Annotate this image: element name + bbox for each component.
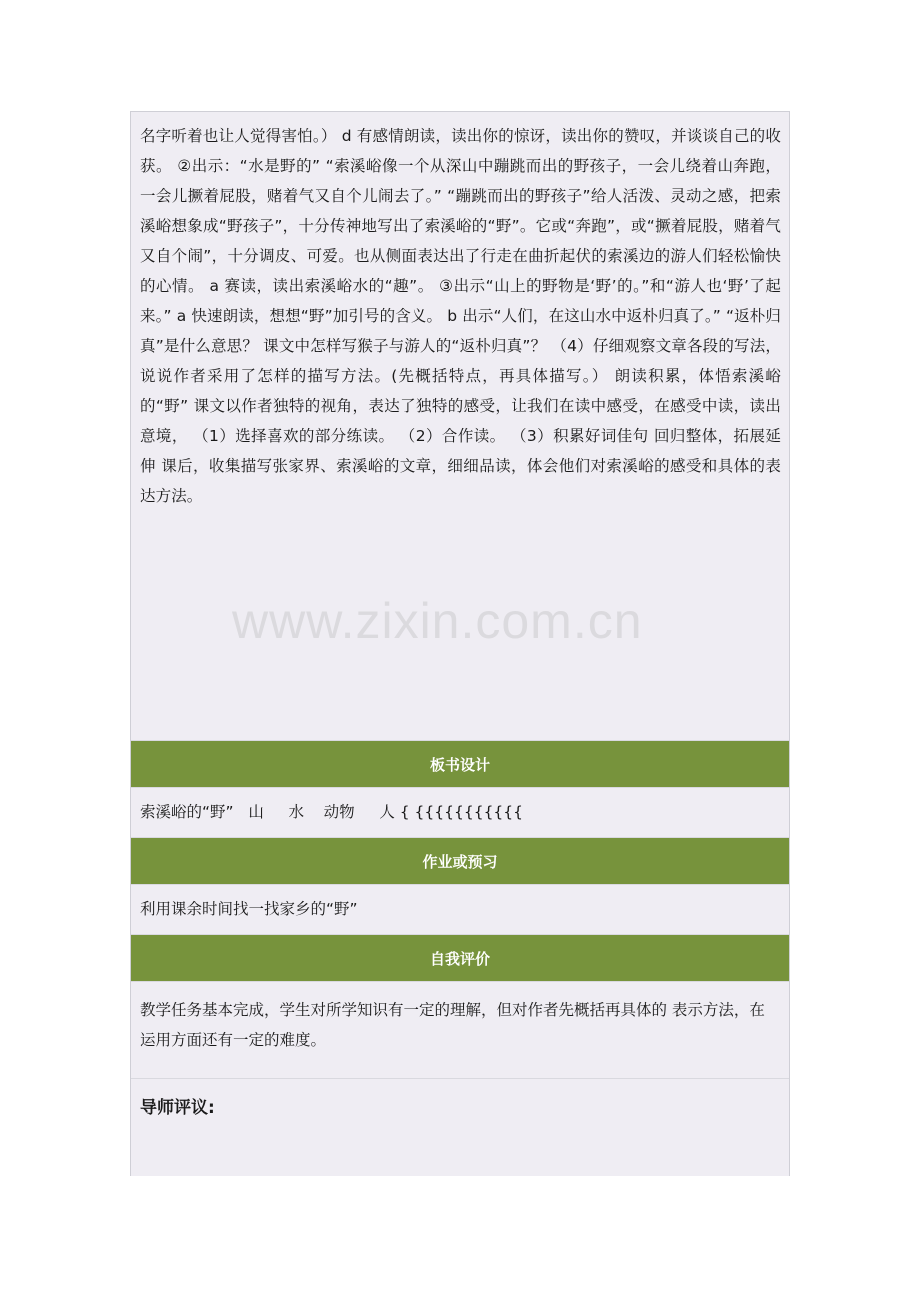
lesson-body-text: 名字听着也让人觉得害怕。） d 有感情朗读，读出你的惊讶，读出你的赞叹，并谈谈自己的收获。 ②出示：“水是野的” “索溪峪像一个从深山中蹦跳而出的野孩子，一会儿绕着山奔跑，一会儿撅着屁股，赌着气又自个儿闹去了。” “蹦跳而出的野孩子”给人活泼、灵动之感，把索溪峪想象成“野孩子”，十分传神地写出了索溪峪的“野”。它或“奔跑”，或“撅着屁股，赌着气又自个闹”，十分调皮、可爱。也从侧面表达出了行走在曲折起伏的索溪边的游人们轻松愉快的心情。 a 赛读，读出索溪峪水的“趣”。 ③出示“山上的野物是‘野’的。”和“游人也‘野’了起来。” a 快速朗读，想想“野”加引号的含义。 b 出示“人们，在这山水中返朴归真了。” “返朴归真”是什么意思？ 课文中怎样写猴子与游人的“返朴归真”？ （4）仔细观察文章各段的写法，说说作者采用了怎样的描写方法。(先概括特点，再具体描写。） 朗读积累，体悟索溪峪的“野” 课文以作者独特的视角，表达了独特的感受，让我们在读中感受，在感受中读，读出意境， （1）选择喜欢的部分练读。 （2）合作读。 （3）积累好词佳句 回归整体，拓展延伸 课后，收集描写张家界、索溪峪的文章，细细品读，体会他们对索溪峪的感受和具体的表达方法。 — [140, 127, 781, 505]
board-design-header: 板书设计 — [131, 740, 789, 788]
homework-header: 作业或预习 — [131, 837, 789, 885]
board-design-content: 索溪峪的“野” 山 水 动物 人 { {{{{{{{{{{{ — [140, 803, 524, 821]
mentor-comment-title: 导师评议: — [140, 1098, 215, 1118]
self-evaluation-content: 教学任务基本完成，学生对所学知识有一定的理解，但对作者先概括再具体的 表示方法，在运用方面还有一定的难度。 — [131, 982, 789, 1079]
mentor-comment-cell — [131, 1079, 789, 1176]
self-evaluation-header: 自我评价 — [131, 934, 789, 982]
watermark: www.zixin.com.cn — [232, 593, 643, 649]
homework-content: 利用课余时间找一找家乡的“野” — [140, 900, 358, 918]
lesson-plan-table — [130, 111, 790, 1176]
